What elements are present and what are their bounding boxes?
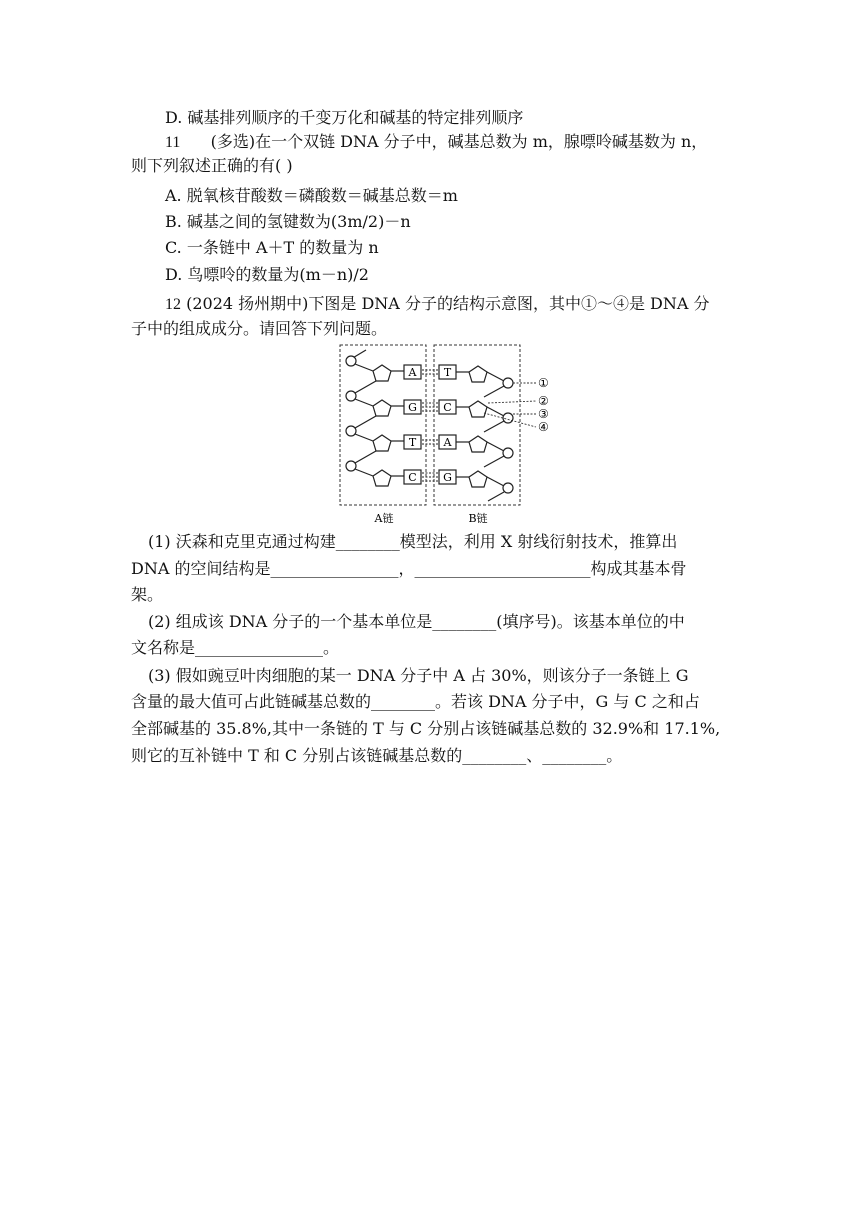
q12-number: 12 bbox=[165, 296, 181, 313]
right-base-4: G bbox=[443, 471, 452, 484]
q11-option-c: C. 一条链中 A＋T 的数量为 n bbox=[165, 238, 379, 257]
q11-option-b: B. 碱基之间的氢键数为(3m/2)－n bbox=[165, 212, 411, 231]
label-2: ② bbox=[538, 394, 549, 408]
left-base-4: C bbox=[408, 471, 417, 484]
q11-option-d: D. 鸟嘌呤的数量为(m－n)/2 bbox=[165, 265, 369, 284]
q12-sub3-line1: (3) 假如豌豆叶肉细胞的某一 DNA 分子中 A 占 30%，则该分子一条链上 G bbox=[148, 666, 689, 685]
q11-option-a: A. 脱氧核苷酸数＝磷酸数＝碱基总数＝m bbox=[165, 186, 458, 205]
q12-sub1-line3: 架。 bbox=[131, 585, 164, 604]
q12-sub1-line1: (1) 沃森和克里克通过构建________模型法，利用 X 射线衍射技术，推算出 bbox=[148, 532, 678, 551]
chain-a-label: A链 bbox=[374, 512, 394, 525]
q11-stem-line2: 则下列叙述正确的有( ) bbox=[131, 156, 293, 175]
q12-sub2-line2: 文名称是________________。 bbox=[131, 638, 340, 657]
label-4: ④ bbox=[538, 420, 549, 434]
left-base-1: A bbox=[408, 366, 417, 379]
q10-option-d: D. 碱基排列顺序的千变万化和碱基的特定排列顺序 bbox=[165, 108, 524, 127]
q11-number: 11 bbox=[165, 134, 181, 151]
q12-sub3-line4: 则它的互补链中 T 和 C 分别占该链碱基总数的________、________。 bbox=[131, 746, 623, 765]
dna-structure-diagram bbox=[338, 341, 560, 531]
left-base-3: T bbox=[408, 436, 417, 449]
q12-stem-text: (2024 扬州期中)下图是 DNA 分子的结构示意图，其中①～④是 DNA 分 bbox=[186, 294, 710, 313]
chain-b-label: B链 bbox=[468, 512, 488, 525]
left-base-2: G bbox=[408, 401, 417, 414]
q12-sub2-line1: (2) 组成该 DNA 分子的一个基本单位是________(填序号)。该基本单位的中 bbox=[148, 612, 685, 631]
label-3: ③ bbox=[538, 407, 549, 421]
right-base-3: A bbox=[443, 436, 452, 449]
q12-stem-line2: 子中的组成成分。请回答下列问题。 bbox=[131, 319, 388, 338]
label-1: ① bbox=[538, 376, 549, 390]
q11-stem-text: (多选)在一个双链 DNA 分子中，碱基总数为 m，腺嘌呤碱基数为 n， bbox=[210, 132, 708, 151]
right-base-1: T bbox=[443, 366, 452, 379]
q12-sub3-line3: 全部碱基的 35.8%,其中一条链的 T 与 C 分别占该链碱基总数的 32.9%和 17.1%, bbox=[131, 719, 721, 738]
right-base-2: C bbox=[443, 401, 452, 414]
q12-sub3-line2: 含量的最大值可占此链碱基总数的________。若该 DNA 分子中，G 与 C 之和占 bbox=[131, 692, 700, 711]
q12-sub1-line2: DNA 的空间结构是________________，______________________构成其基本骨 bbox=[131, 559, 687, 578]
q12-stem-line1 bbox=[165, 293, 710, 316]
q11-stem-line1 bbox=[165, 131, 707, 154]
